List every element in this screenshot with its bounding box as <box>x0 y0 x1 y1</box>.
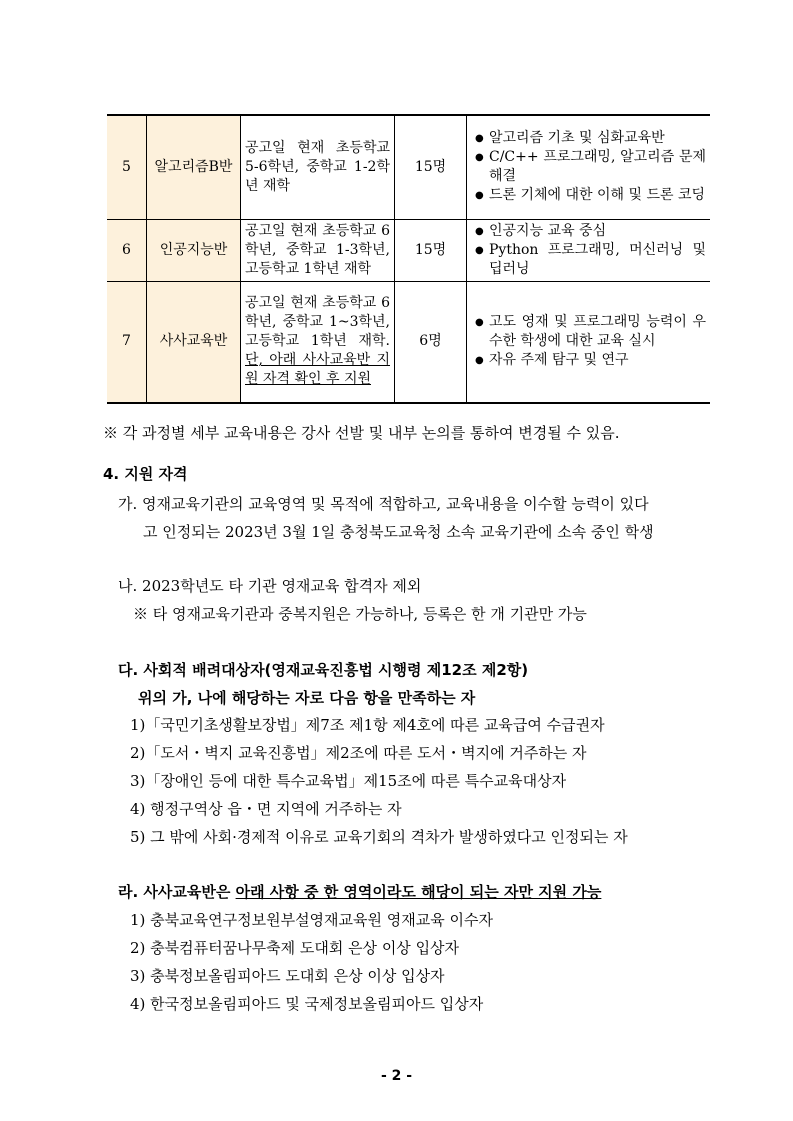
course-content <box>467 281 711 403</box>
course-content <box>467 219 711 281</box>
course-eligibility: 공고일 현재 초등학교 5-6학년, 중학교 1-2학년 재학 <box>241 115 395 219</box>
list-item: 3) 충북정보올림피아드 도대회 은상 이상 입상자 <box>130 967 445 985</box>
list-item: ● 고도 영재 및 프로그래밍 능력이 우수한 학생에 대한 교육 실시 <box>475 313 706 351</box>
item-ra-title <box>118 882 601 902</box>
course-count: 6명 <box>395 281 467 403</box>
course-name: 사사교육반 <box>147 281 241 403</box>
list-item: ● 자유 주제 탐구 및 연구 <box>475 351 706 370</box>
course-count: 15명 <box>395 115 467 219</box>
eligibility-condition: 단, 아래 사사교육반 지원 자격 확인 후 지원 <box>245 352 390 388</box>
course-number: 6 <box>107 219 147 281</box>
item-da-title: 다. 사회적 배려대상자(영재교육진흥법 시행령 제12조 제2항) <box>118 661 529 679</box>
list-item: ● C/C++ 프로그래밍, 알고리즘 문제해결 <box>475 148 706 186</box>
table-note: ※ 각 과정별 세부 교육내용은 강사 선발 및 내부 논의를 통하여 변경될 수 있음. <box>103 424 620 442</box>
course-number: 7 <box>107 281 147 403</box>
course-name: 인공지능반 <box>147 219 241 281</box>
table-row <box>107 219 710 281</box>
list-item: ● 인공지능 교육 중심 <box>475 222 706 241</box>
table-row <box>107 115 710 219</box>
list-item: 4) 행정구역상 읍・면 지역에 거주하는 자 <box>130 800 402 818</box>
course-name: 알고리즘B반 <box>147 115 241 219</box>
course-table <box>107 114 710 404</box>
table-row <box>107 281 710 403</box>
section-title: 4. 지원 자격 <box>103 465 188 483</box>
course-content <box>467 115 711 219</box>
course-count: 15명 <box>395 219 467 281</box>
list-item: ● 알고리즘 기초 및 심화교육반 <box>475 129 706 148</box>
item-ra-prefix: 라. 사사교육반은 <box>118 883 236 901</box>
item-na-note: ※ 타 영재교육기관과 중복지원은 가능하나, 등록은 한 개 기관만 가능 <box>133 605 587 623</box>
list-item: ● Python 프로그래밍, 머신러닝 및 딥러닝 <box>475 241 706 279</box>
list-item: 5) 그 밖에 사회·경제적 이유로 교육기회의 격차가 발생하였다고 인정되는 자 <box>130 828 628 846</box>
list-item: 2) 충북컴퓨터꿈나무축제 도대회 은상 이상 입상자 <box>130 939 460 957</box>
list-item: 1) 충북교육연구정보원부설영재교육원 영재교육 이수자 <box>130 911 493 929</box>
list-item: 3)「장애인 등에 대한 특수교육법」제15조에 따른 특수교육대상자 <box>130 772 567 790</box>
item-na-line1: 나. 2023학년도 타 기관 영재교육 합격자 제외 <box>118 577 422 595</box>
list-item: 4) 한국정보올림피아드 및 국제정보올림피아드 입상자 <box>130 995 484 1013</box>
course-eligibility: 공고일 현재 초등학교 6학년, 중학교 1-3학년, 고등학교 1학년 재학 <box>241 219 395 281</box>
list-item: 2)「도서・벽지 교육진흥법」제2조에 따른 도서・벽지에 거주하는 자 <box>130 744 587 762</box>
course-number: 5 <box>107 115 147 219</box>
item-da-subtitle: 위의 가, 나에 해당하는 자로 다음 항을 만족하는 자 <box>138 689 476 707</box>
item-ga-line1: 가. 영재교육기관의 교육영역 및 목적에 적합하고, 교육내용을 이수할 능력이 있다 <box>118 495 649 513</box>
item-ga-line2: 고 인정되는 2023년 3월 1일 충청북도교육청 소속 교육기관에 소속 중인 학생 <box>143 523 654 541</box>
item-ra-condition: 아래 사항 중 한 영역이라도 해당이 되는 자만 지원 가능 <box>235 883 602 901</box>
course-eligibility <box>241 281 395 403</box>
eligibility-main: 공고일 현재 초등학교 6학년, 중학교 1~3학년, 고등학교 1학년 재학. <box>245 295 390 350</box>
list-item: 1)「국민기초생활보장법」제7조 제1항 제4호에 따른 교육급여 수급권자 <box>130 716 605 734</box>
list-item: ● 드론 기체에 대한 이해 및 드론 코딩 <box>475 186 706 205</box>
page-number: - 2 - <box>380 1068 413 1084</box>
